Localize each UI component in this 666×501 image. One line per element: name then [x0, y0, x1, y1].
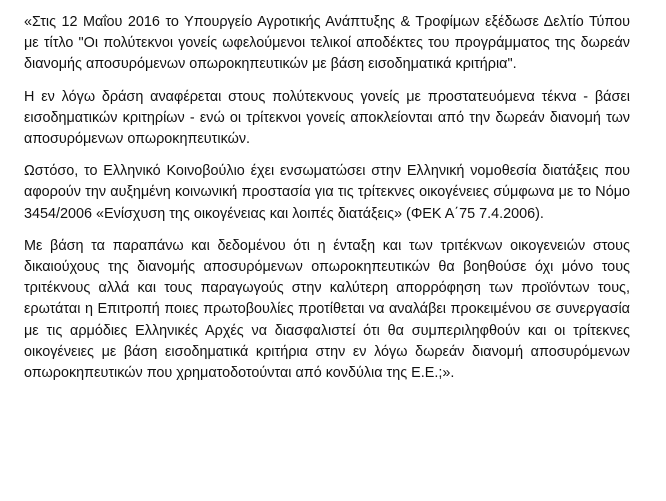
paragraph-action-scope: Η εν λόγω δράση αναφέρεται στους πολύτεκνους γονείς με προστατευόμενα τέκνα - βάσει εισοδηματικών κριτηρίων - ενώ οι τρίτεκνοι γονείς αποκλείονται από την δωρεάν διανομή των αποσυρόμενων οπωροκηπευτικών.	[24, 88, 630, 148]
paragraph-press-release: «Στις 12 Μαΐου 2016 το Υπουργείο Αγροτικής Ανάπτυξης & Τροφίμων εξέδωσε Δελτίο Τύπου με τίτλο "Οι πολύτεκνοι γονείς ωφελούμενοι τελικοί αποδέκτες του προγράμματος της δωρεάν διανομής αποσυρόμενων οπωροκηπευτικών με βάση εισοδηματικά κριτήρια".	[24, 14, 630, 73]
paragraph-question: Με βάση τα παραπάνω και δεδομένου ότι η ένταξη και των τριτέκνων οικογενειών στους δικαιούχους της διανομής αποσυρόμενων οπωροκηπευτικών θα βοηθούσε όχι μόνο τους τριτέκνους αλλά και τους παραγωγούς στην καλύτερη απορρόφηση των προϊόντων τους, ερωτάται η Επιτροπή ποιες πρωτοβουλίες προτίθεται να αναλάβει προκειμένου σε συνεργασία με τις αρμόδιες Ελληνικές Αρχές να διασφαλιστεί ότι θα συμπεριληφθούν και οι τρίτεκνες οικογένειες με βάση εισοδηματικά κριτήρια στην εν λόγω δωρεάν διανομή αποσυρόμενων οπωροκηπευτικών που χρηματοδοτούνται από κονδύλια της Ε.Ε.;».	[24, 237, 630, 382]
paragraph-legislation: Ωστόσο, το Ελληνικό Κοινοβούλιο έχει ενσωματώσει στην Ελληνική νομοθεσία διατάξεις που αφορούν την αυξημένη κοινωνική προστασία για τις τρίτεκνες οικογένειες σύμφωνα με το Νόμο 3454/2006 «Ενίσχυση της οικογένειας και λοιπές διατάξεις» (ΦΕΚ Α΄75 7.4.2006).	[24, 163, 630, 222]
